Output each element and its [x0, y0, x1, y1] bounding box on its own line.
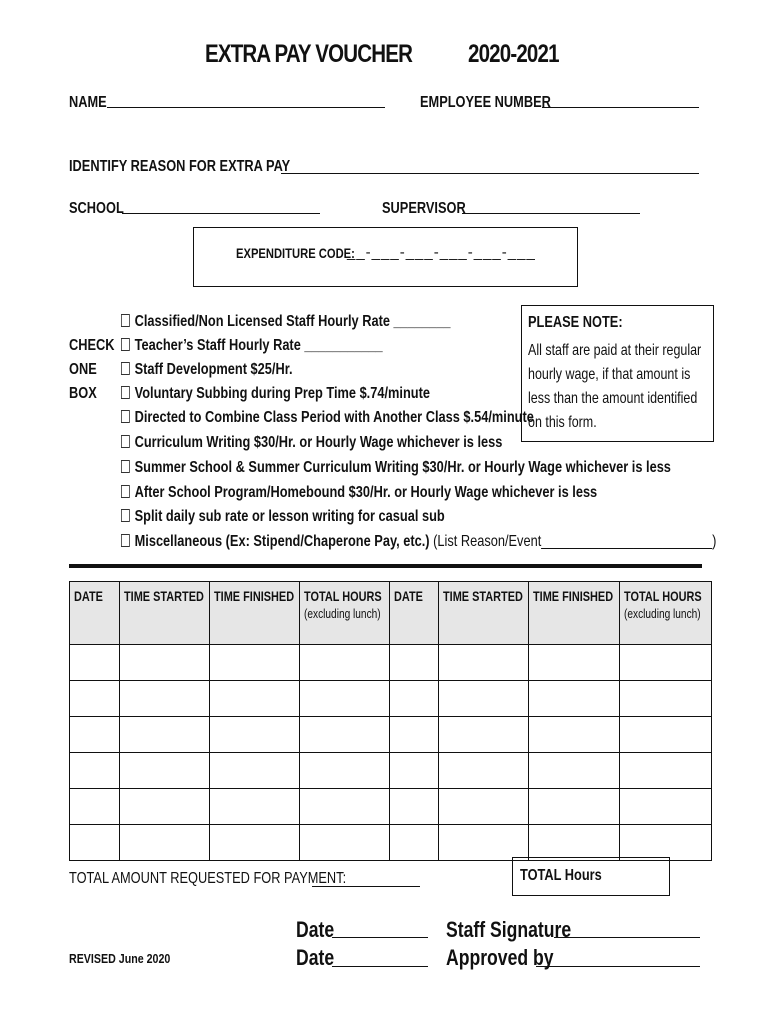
column-header: TOTAL HOURS (excluding lunch) — [300, 582, 390, 645]
option-summer-school[interactable] — [121, 459, 671, 477]
total-hours-box[interactable] — [512, 857, 670, 896]
column-header: TIME STARTED — [120, 582, 210, 645]
table-cell[interactable] — [439, 645, 529, 681]
column-header: DATE — [390, 582, 439, 645]
option-teacher[interactable] — [121, 337, 383, 355]
option-label: Split daily sub rate or lesson writing for casual sub — [134, 508, 445, 525]
school-field[interactable] — [122, 213, 320, 214]
table-cell[interactable] — [529, 681, 620, 717]
table-row — [70, 681, 712, 717]
checkbox[interactable] — [121, 534, 130, 547]
option-label: Teacher’s Staff Hourly Rate ___________ — [134, 337, 383, 354]
table-cell[interactable] — [439, 789, 529, 825]
option-label: Curriculum Writing $30/Hr. or Hourly Wage whichever is less — [134, 434, 503, 451]
approved-by-label: Approved by — [446, 945, 554, 970]
expenditure-code-label: EXPENDITURE CODE: — [236, 245, 355, 261]
table-cell[interactable] — [300, 717, 390, 753]
check-label-3: BOX — [69, 385, 97, 402]
expenditure-code-box — [193, 227, 578, 287]
table-row — [70, 717, 712, 753]
table-cell[interactable] — [120, 681, 210, 717]
table-cell[interactable] — [300, 789, 390, 825]
table-cell[interactable] — [210, 825, 300, 861]
form-title: EXTRA PAY VOUCHER — [205, 40, 413, 68]
table-cell[interactable] — [300, 825, 390, 861]
table-cell[interactable] — [210, 789, 300, 825]
table-cell[interactable] — [210, 753, 300, 789]
table-cell[interactable] — [439, 753, 529, 789]
time-table — [69, 581, 712, 861]
option-label: Miscellaneous (Ex: Stipend/Chaperone Pay, etc.) — [134, 533, 430, 550]
option-curriculum-writing[interactable] — [121, 434, 502, 452]
option-split-sub[interactable] — [121, 508, 445, 526]
checkbox[interactable] — [121, 410, 130, 423]
table-cell[interactable] — [620, 717, 712, 753]
option-combine-class[interactable] — [121, 409, 534, 427]
please-note-box — [521, 305, 714, 442]
table-header-row — [70, 582, 712, 645]
table-cell[interactable] — [439, 717, 529, 753]
option-label: After School Program/Homebound $30/Hr. or Hourly Wage whichever is less — [134, 484, 598, 501]
table-row — [70, 789, 712, 825]
table-cell[interactable] — [120, 645, 210, 681]
approved-by-field[interactable] — [536, 966, 700, 967]
column-header: TIME STARTED — [439, 582, 529, 645]
table-cell[interactable] — [390, 645, 439, 681]
divider — [69, 564, 702, 568]
check-label-1: CHECK — [69, 337, 115, 354]
table-cell[interactable] — [439, 681, 529, 717]
column-header: DATE — [70, 582, 120, 645]
table-cell[interactable] — [300, 681, 390, 717]
expenditure-code-field[interactable]: __-___-___-___-___-___ — [347, 244, 536, 261]
table-cell[interactable] — [620, 645, 712, 681]
table-cell[interactable] — [120, 717, 210, 753]
table-cell[interactable] — [529, 789, 620, 825]
table-row — [70, 645, 712, 681]
table-cell[interactable] — [529, 753, 620, 789]
table-cell[interactable] — [70, 681, 120, 717]
table-row — [70, 825, 712, 861]
option-classified[interactable] — [121, 313, 450, 331]
checkbox[interactable] — [121, 362, 130, 375]
checkbox[interactable] — [121, 338, 130, 351]
table-cell[interactable] — [120, 825, 210, 861]
checkbox[interactable] — [121, 460, 130, 473]
option-extra: (List Reason/Event________________________) — [429, 533, 717, 550]
table-cell[interactable] — [620, 753, 712, 789]
reason-label: IDENTIFY REASON FOR EXTRA PAY — [69, 158, 291, 175]
school-year: 2020-2021 — [468, 40, 559, 68]
total-hours-label: TOTAL Hours — [520, 867, 602, 884]
note-title: PLEASE NOTE: — [528, 314, 623, 331]
table-cell[interactable] — [390, 681, 439, 717]
employee-number-field[interactable] — [542, 107, 699, 108]
note-body: All staff are paid at their regular hourly wage, if that amount is less than the amount identified on this form. — [528, 342, 702, 431]
name-label: NAME — [69, 94, 107, 111]
option-voluntary-subbing[interactable] — [121, 385, 430, 403]
table-cell[interactable] — [529, 645, 620, 681]
table-cell[interactable] — [390, 789, 439, 825]
option-label: Directed to Combine Class Period with Another Class $.54/minute — [134, 409, 534, 426]
option-label: Voluntary Subbing during Prep Time $.74/minute — [134, 385, 430, 402]
supervisor-label: SUPERVISOR — [382, 200, 466, 217]
option-label: Classified/Non Licensed Staff Hourly Rate ________ — [134, 313, 451, 330]
checkbox[interactable] — [121, 386, 130, 399]
table-cell[interactable] — [529, 825, 620, 861]
table-cell[interactable] — [529, 717, 620, 753]
checkbox[interactable] — [121, 314, 130, 327]
table-cell[interactable] — [390, 753, 439, 789]
employee-number-label: EMPLOYEE NUMBER — [420, 94, 551, 111]
column-header: TIME FINISHED — [210, 582, 300, 645]
check-label-2: ONE — [69, 361, 97, 378]
checkbox[interactable] — [121, 485, 130, 498]
table-cell[interactable] — [210, 645, 300, 681]
column-header: TIME FINISHED — [529, 582, 620, 645]
table-cell[interactable] — [70, 825, 120, 861]
approval-date-field[interactable] — [332, 966, 428, 967]
date-field[interactable] — [332, 937, 428, 938]
table-cell[interactable] — [210, 681, 300, 717]
table-cell[interactable] — [120, 789, 210, 825]
checkbox[interactable] — [121, 509, 130, 522]
option-label: Staff Development $25/Hr. — [134, 361, 293, 378]
table-cell[interactable] — [439, 825, 529, 861]
total-amount-field[interactable] — [312, 886, 420, 887]
total-amount-label: TOTAL AMOUNT REQUESTED FOR PAYMENT: — [69, 870, 347, 887]
table-cell[interactable] — [70, 753, 120, 789]
table-cell[interactable] — [300, 753, 390, 789]
staff-signature-field[interactable] — [554, 937, 700, 938]
table-cell[interactable] — [70, 789, 120, 825]
option-staff-development[interactable] — [121, 361, 293, 379]
revised-note: REVISED June 2020 — [69, 951, 171, 966]
table-cell[interactable] — [620, 681, 712, 717]
table-cell[interactable] — [390, 717, 439, 753]
table-cell[interactable] — [70, 717, 120, 753]
checkbox[interactable] — [121, 435, 130, 448]
table-cell[interactable] — [390, 825, 439, 861]
option-miscellaneous[interactable] — [121, 533, 716, 551]
option-after-school[interactable] — [121, 484, 597, 502]
column-header: TOTAL HOURS (excluding lunch) — [620, 582, 712, 645]
table-cell[interactable] — [120, 753, 210, 789]
table-cell[interactable] — [620, 825, 712, 861]
table-row — [70, 753, 712, 789]
option-label: Summer School & Summer Curriculum Writing $30/Hr. or Hourly Wage whichever is less — [134, 459, 671, 476]
staff-signature-label: Staff Signature — [446, 917, 572, 942]
school-label: SCHOOL — [69, 200, 124, 217]
reason-field[interactable] — [281, 173, 699, 174]
approval-date-label: Date — [296, 945, 335, 970]
table-cell[interactable] — [210, 717, 300, 753]
name-field[interactable] — [107, 107, 385, 108]
date-label: Date — [296, 917, 335, 942]
table-cell[interactable] — [620, 789, 712, 825]
table-cell[interactable] — [70, 645, 120, 681]
supervisor-field[interactable] — [462, 213, 640, 214]
table-cell[interactable] — [300, 645, 390, 681]
